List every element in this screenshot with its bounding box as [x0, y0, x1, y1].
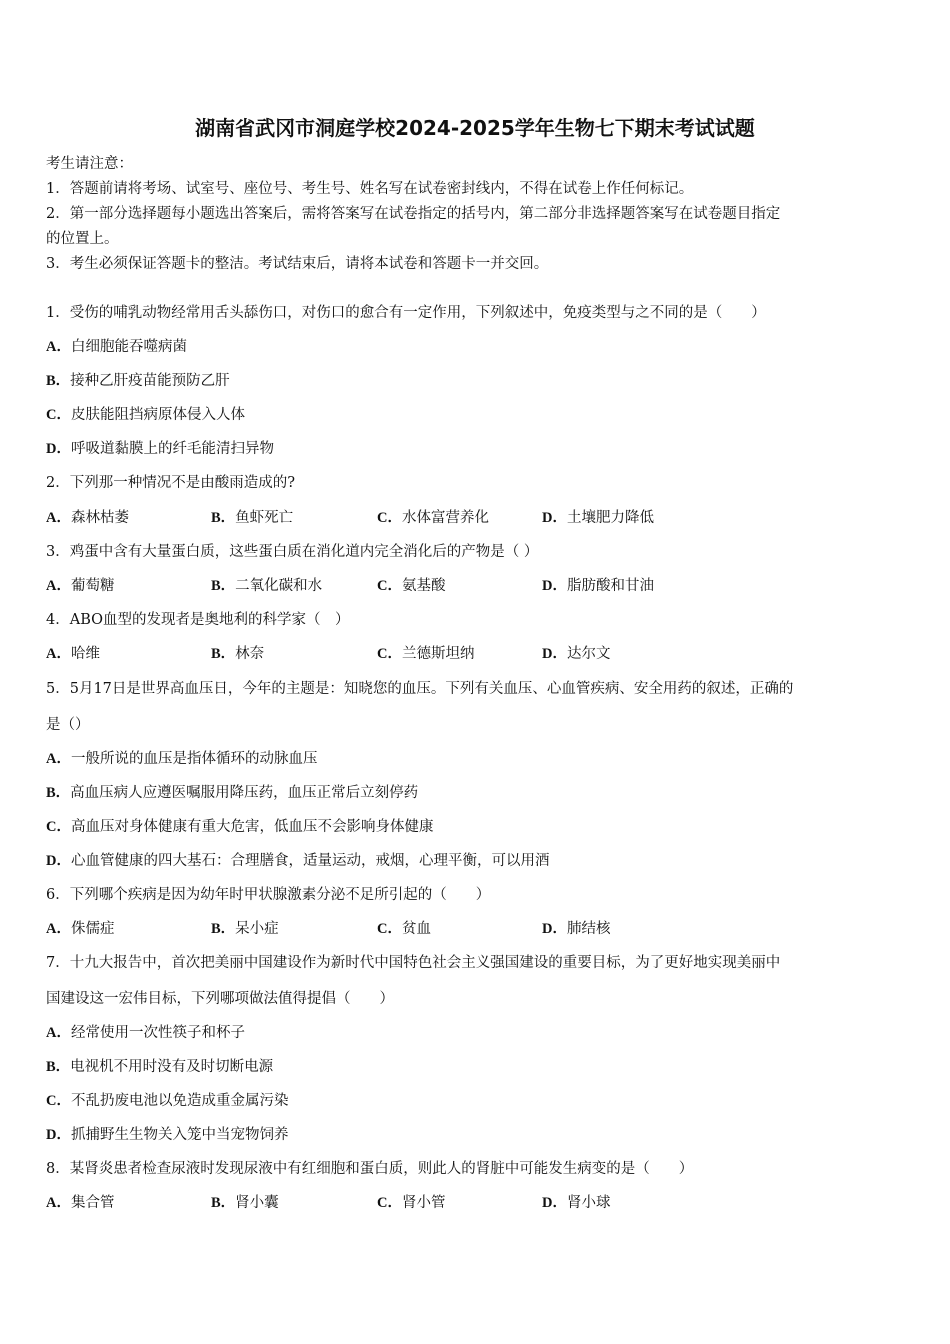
page-title: 湖南省武冈市洞庭学校2024-2025学年生物七下期末考试试题 — [195, 116, 755, 140]
answer-option[interactable]: B．鱼虾死亡 — [211, 510, 294, 526]
notice-item: 3．考生必须保证答题卡的整洁。考试结束后，请将本试卷和答题卡一并交回。 — [46, 256, 549, 272]
answer-option[interactable]: B．呆小症 — [211, 921, 279, 937]
answer-option[interactable]: C．兰德斯坦纳 — [377, 646, 475, 662]
answer-option[interactable]: C．贫血 — [377, 921, 431, 937]
answer-option[interactable]: C．不乱扔废电池以免造成重金属污染 — [46, 1093, 289, 1109]
answer-option[interactable]: A．葡萄糖 — [46, 578, 115, 594]
answer-option[interactable]: C．高血压对身体健康有重大危害，低血压不会影响身体健康 — [46, 819, 434, 835]
answer-option[interactable]: B．二氧化碳和水 — [211, 578, 323, 594]
notice-item: 1．答题前请将考场、试室号、座位号、考生号、姓名写在试卷密封线内，不得在试卷上作任何标记。 — [46, 181, 694, 197]
answer-option[interactable]: D．肺结核 — [542, 921, 611, 937]
answer-option[interactable]: D．肾小球 — [542, 1195, 611, 1211]
answer-option[interactable]: B．高血压病人应遵医嘱服用降压药，血压正常后立刻停药 — [46, 785, 419, 801]
answer-option[interactable]: B．电视机不用时没有及时切断电源 — [46, 1059, 274, 1075]
answer-option[interactable]: D．心血管健康的四大基石：合理膳食，适量运动，戒烟，心理平衡，可以用酒 — [46, 853, 550, 869]
answer-option[interactable]: A．一般所说的血压是指体循环的动脉血压 — [46, 751, 318, 767]
answer-option[interactable]: C．皮肤能阻挡病原体侵入人体 — [46, 407, 245, 423]
question-stem: 3．鸡蛋中含有大量蛋白质，这些蛋白质在消化道内完全消化后的产物是（ ） — [46, 544, 539, 560]
answer-option[interactable]: A．集合管 — [46, 1195, 115, 1211]
notice-item: 的位置上。 — [46, 231, 119, 247]
answer-option[interactable]: A．森林枯萎 — [46, 510, 129, 526]
answer-option[interactable]: B．接种乙肝疫苗能预防乙肝 — [46, 373, 230, 389]
answer-option[interactable]: D．呼吸道黏膜上的纤毛能清扫异物 — [46, 441, 274, 457]
answer-option[interactable]: D．脂肪酸和甘油 — [542, 578, 654, 594]
answer-option[interactable]: C．氨基酸 — [377, 578, 446, 594]
question-stem: 7．十九大报告中，首次把美丽中国建设作为新时代中国特色社会主义强国建设的重要目标，为了更好地实现美丽中 — [46, 955, 781, 971]
question-stem: 6．下列哪个疾病是因为幼年时甲状腺激素分泌不足所引起的（ ） — [46, 887, 491, 903]
answer-option[interactable]: B．肾小囊 — [211, 1195, 279, 1211]
question-stem: 2．下列那一种情况不是由酸雨造成的? — [46, 475, 295, 491]
question-stem: 是（） — [46, 717, 90, 733]
question-stem: 5．5月17日是世界高血压日，今年的主题是：知晓您的血压。下列有关血压、心血管疾病、安全用药的叙述，正确的 — [46, 681, 794, 697]
answer-option[interactable]: A．经常使用一次性筷子和杯子 — [46, 1025, 245, 1041]
question-stem: 4．ABO血型的发现者是奥地利的科学家（ ） — [46, 612, 350, 628]
answer-option[interactable]: C．肾小管 — [377, 1195, 446, 1211]
answer-option[interactable]: C．水体富营养化 — [377, 510, 489, 526]
answer-option[interactable]: A．白细胞能吞噬病菌 — [46, 339, 187, 355]
question-stem: 国建设这一宏伟目标，下列哪项做法值得提倡（ ） — [46, 991, 394, 1007]
answer-option[interactable]: B．林奈 — [211, 646, 265, 662]
answer-option[interactable]: D．土壤肥力降低 — [542, 510, 654, 526]
answer-option[interactable]: A．哈维 — [46, 646, 100, 662]
notice-heading: 考生请注意： — [46, 156, 133, 172]
answer-option[interactable]: D．达尔文 — [542, 646, 611, 662]
notice-item: 2．第一部分选择题每小题选出答案后，需将答案写在试卷指定的括号内，第二部分非选择题答案写在试卷题目指定 — [46, 206, 781, 222]
question-stem: 1．受伤的哺乳动物经常用舌头舔伤口，对伤口的愈合有一定作用，下列叙述中，免疫类型与之不同的是（ ） — [46, 305, 766, 321]
answer-option[interactable]: D．抓捕野生生物关入笼中当宠物饲养 — [46, 1127, 289, 1143]
question-stem: 8．某肾炎患者检查尿液时发现尿液中有红细胞和蛋白质，则此人的肾脏中可能发生病变的是（ ） — [46, 1161, 694, 1177]
answer-option[interactable]: A．侏儒症 — [46, 921, 115, 937]
